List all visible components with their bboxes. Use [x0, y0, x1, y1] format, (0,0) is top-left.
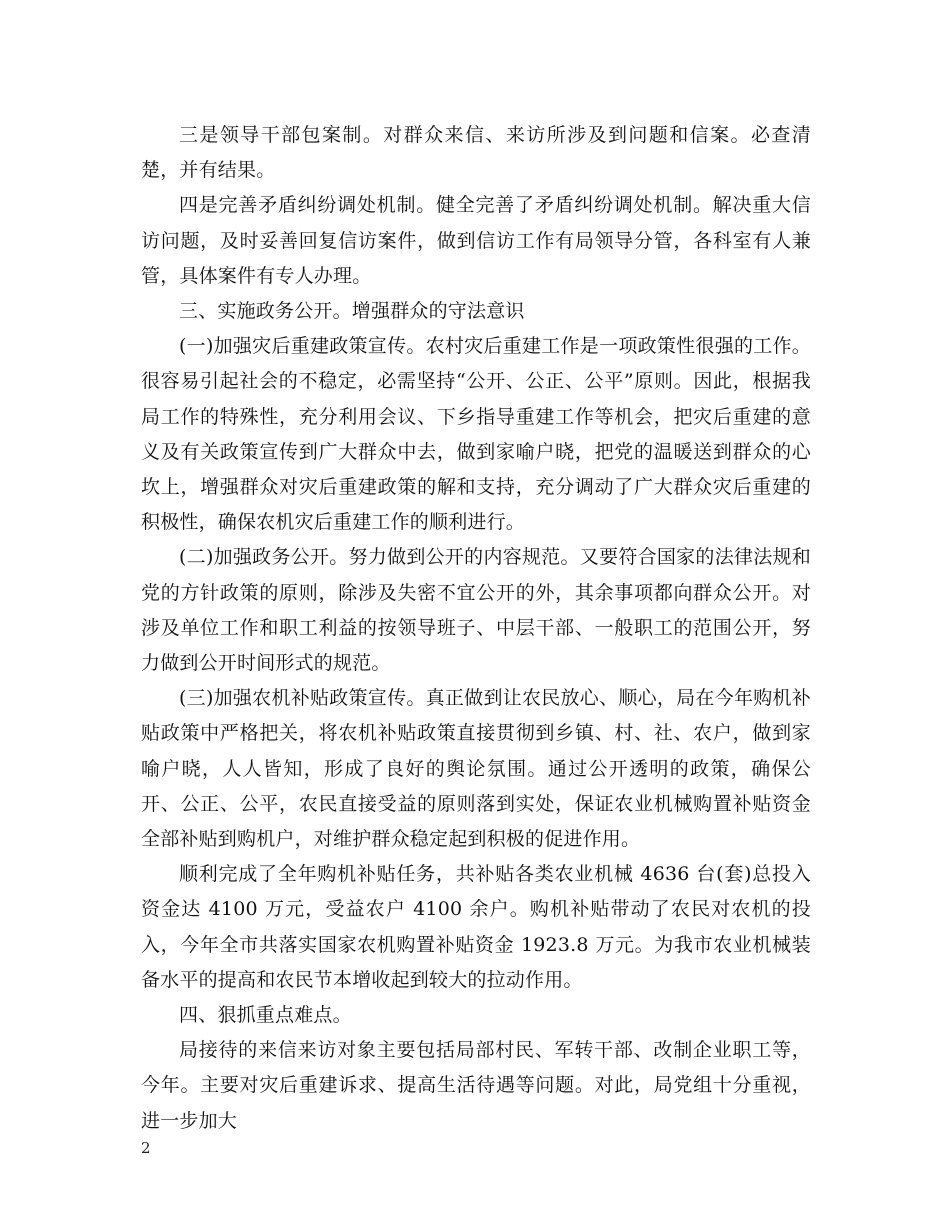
paragraph-government-affairs-public: (二)加强政务公开。努力做到公开的内容规范。又要符合国家的法律法规和党的方针政策的原则，除涉及失密不宜公开的外，其余事项都向群众公开。对涉及单位工作和职工利益的按领导班子、中层干部、一般职工的范围公开，努力做到公开时间形式的规范。 — [141, 546, 811, 675]
page-number: 2 — [141, 1139, 151, 1157]
paragraph-leader-case-system: 三是领导干部包案制。对群众来信、来访所涉及到问题和信案。必查清楚，并有结果。 — [141, 124, 811, 182]
paragraph-subsidy-results: 顺利完成了全年购机补贴任务，共补贴各类农业机械 4636 台(套)总投入资金达 4100 万元，受益农户 4100 余户。购机补贴带动了农民对农机的投入，今年全市共落实国家农机购置补贴资金 1923.8 万元。为我市农业机械装备水平的提高和农民节本增收起到较大的拉动作用。 — [141, 863, 811, 991]
paragraph-visitor-reception: 局接待的来信来访对象主要包括局部村民、军转干部、改制企业职工等，今年。主要对灾后重建诉求、提高生活待遇等问题。对此，局党组十分重视，进一步加大 — [141, 1039, 811, 1132]
section-heading-government-affairs: 三、实施政务公开。增强群众的守法意识 — [179, 300, 525, 323]
paragraph-machinery-subsidy-policy: (三)加强农机补贴政策宣传。真正做到让农民放心、顺心，局在今年购机补贴政策中严格把关，将农机补贴政策直接贯彻到乡镇、村、社、农户，做到家喻户晓，人人皆知，形成了良好的舆论氛围。通过公开透明的政策，确保公开、公正、公平，农民直接受益的原则落到实处，保证农业机械购置补贴资金全部补贴到购机户，对维护群众稳定起到积极的促进作用。 — [141, 687, 811, 851]
document-body — [141, 118, 811, 1139]
paragraph-reconstruction-policy: (一)加强灾后重建政策宣传。农村灾后重建工作是一项政策性很强的工作。很容易引起社会的不稳定，必需坚持“公开、公正、公平”原则。因此，根据我局工作的特殊性，充分利用会议、下乡指导重建工作等机会，把灾后重建的意义及有关政策宣传到广大群众中去，做到家喻户晓，把党的温暖送到群众的心坎上，增强群众对灾后重建政策的解和支持，充分调动了广大群众灾后重建的积极性，确保农机灾后重建工作的顺利进行。 — [141, 335, 811, 534]
paragraph-dispute-mechanism: 四是完善矛盾纠纷调处机制。健全完善了矛盾纠纷调处机制。解决重大信访问题，及时妥善回复信访案件，做到信访工作有局领导分管，各科室有人兼管，具体案件有专人办理。 — [141, 194, 811, 287]
section-heading-key-difficulties: 四、狠抓重点难点。 — [179, 1004, 352, 1027]
